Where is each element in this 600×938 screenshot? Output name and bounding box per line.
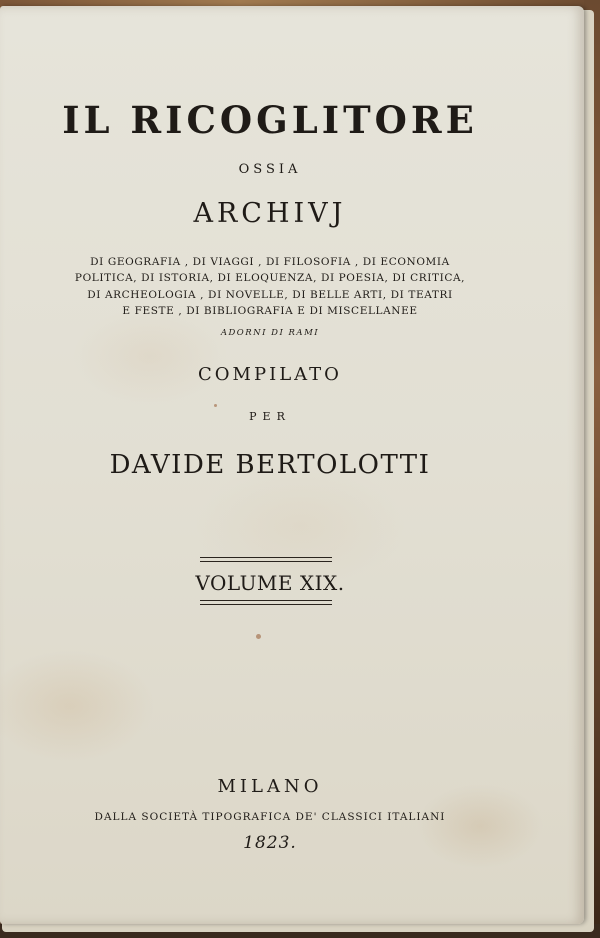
publisher-name: DALLA SOCIETÀ TIPOGRAFICA DE' CLASSICI ITALIANI	[94, 811, 446, 823]
publication-year: 1823.	[243, 833, 297, 853]
volume-rule-bottom	[200, 604, 332, 605]
volume-rule-bottom-thin	[200, 600, 332, 601]
adorned-text: ADORNI DI RAMI	[220, 328, 320, 338]
subject-line: E FESTE , DI BIBLIOGRAFIA E DI MISCELLANEE	[122, 305, 418, 318]
subjects-block	[0, 254, 540, 320]
per-text: PER	[249, 410, 291, 423]
archive-heading: ARCHIVJ	[193, 198, 347, 229]
volume-rule-top	[200, 557, 332, 558]
ossia-text: OSSIA	[238, 162, 302, 177]
subject-line: DI ARCHEOLOGIA , DI NOVELLE, DI BELLE ARTI, DI TEATRI	[87, 288, 453, 301]
foxing-spot	[256, 634, 261, 639]
subject-line: POLITICA, DI ISTORIA, DI ELOQUENZA, DI POESIA, DI CRITICA,	[74, 272, 466, 285]
author-name: DAVIDE BERTOLOTTI	[109, 450, 431, 480]
subject-line: DI GEOGRAFIA , DI VIAGGI , DI FILOSOFIA , DI ECONOMIA	[90, 256, 450, 268]
compiled-text: COMPILATO	[198, 364, 342, 385]
publication-city: MILANO	[217, 776, 323, 797]
volume-number: VOLUME XIX.	[195, 571, 345, 595]
title-page	[0, 6, 584, 924]
book-title: IL RICOGLITORE	[62, 98, 478, 142]
volume-rule-top-thin	[200, 561, 332, 562]
foxing-spot	[214, 404, 217, 407]
